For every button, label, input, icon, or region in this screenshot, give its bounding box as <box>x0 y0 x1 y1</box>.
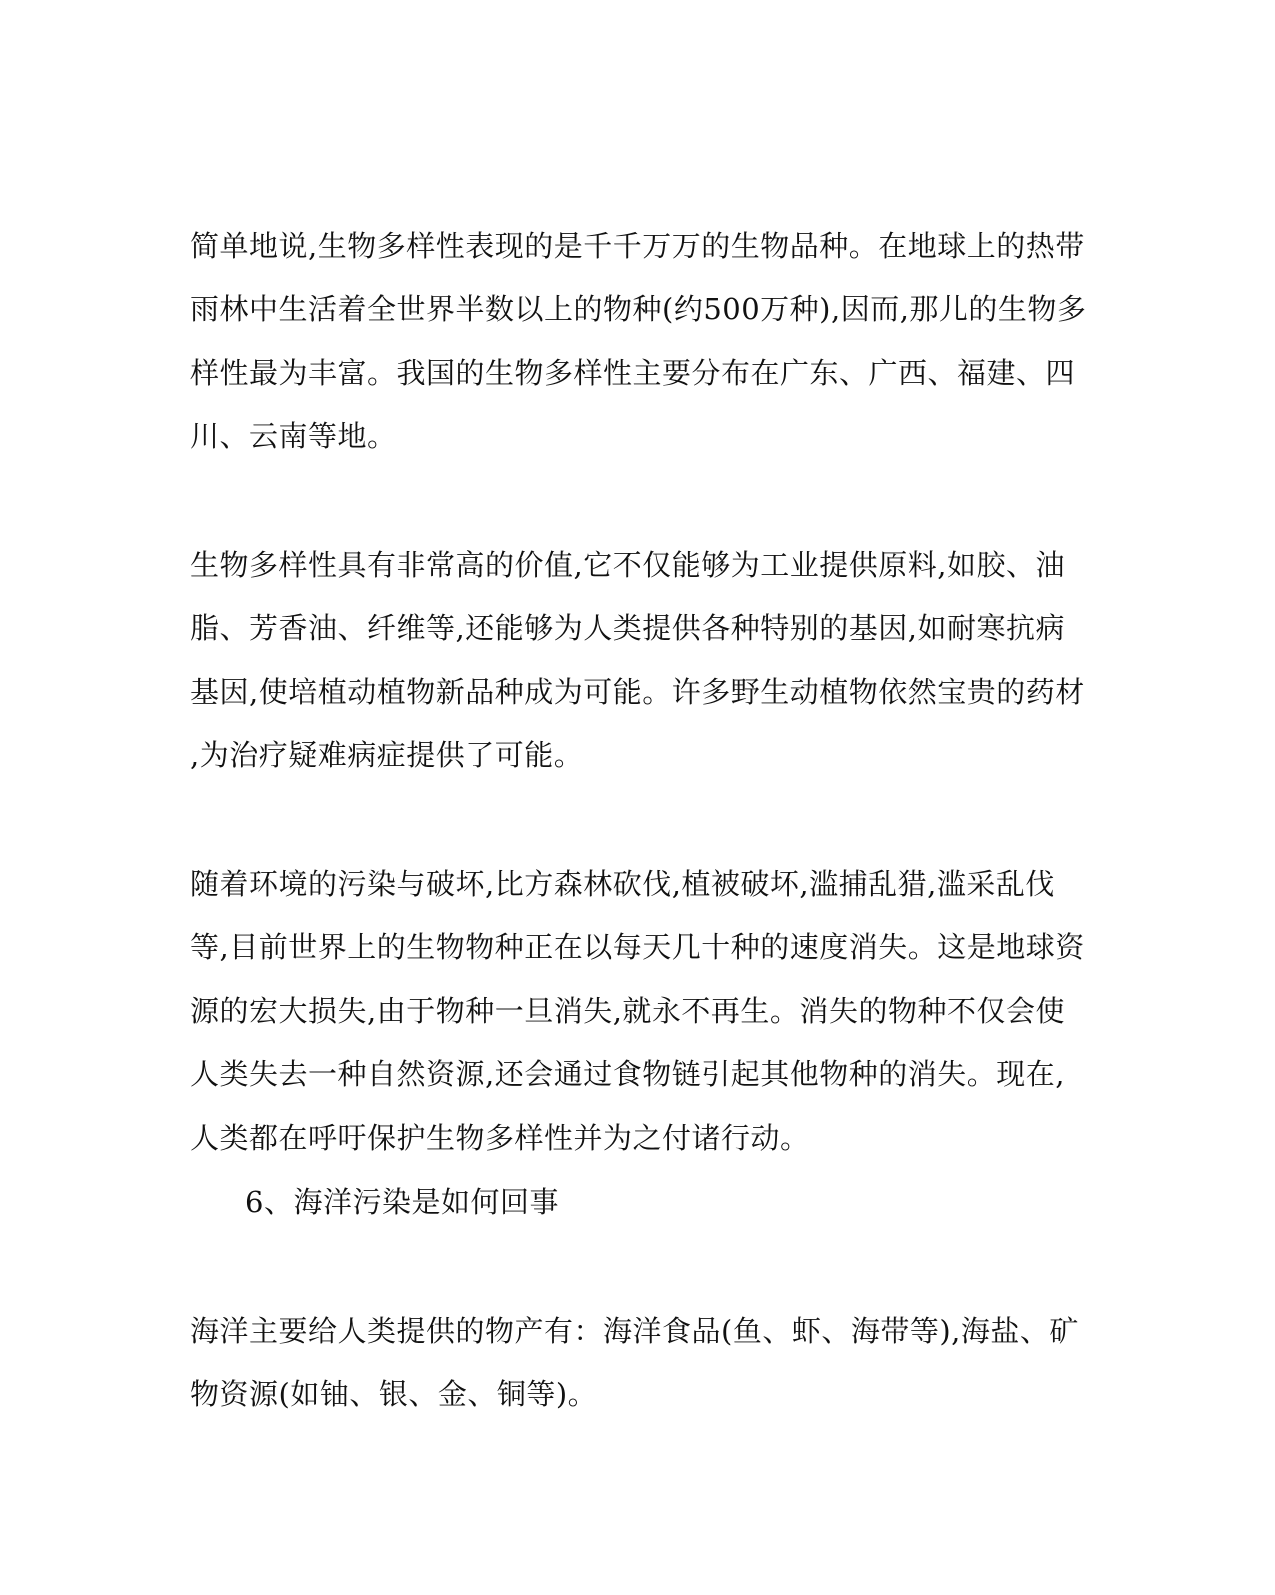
text-line: 人类都在呼吁保护生物多样性并为之付诸行动。 <box>190 1121 810 1155</box>
text-line: 生物多样性具有非常高的价值,它不仅能够为工业提供原料,如胶、油 <box>190 548 1065 582</box>
text-line: 样性最为丰富。我国的生物多样性主要分布在广东、广西、福建、四 <box>190 356 1076 390</box>
text-line: 随着环境的污染与破坏,比方森林砍伐,植被破坏,滥捕乱猎,滥采乱伐 <box>190 867 1055 901</box>
text-line: 等,目前世界上的生物物种正在以每天几十种的速度消失。这是地球资 <box>190 930 1085 964</box>
text-line: 脂、芳香油、纤维等,还能够为人类提供各种特别的基因,如耐寒抗病 <box>190 611 1065 645</box>
text-line: 源的宏大损失,由于物种一旦消失,就永不再生。消失的物种不仅会使 <box>190 994 1065 1028</box>
text-line: 雨林中生活着全世界半数以上的物种(约500万种),因而,那儿的生物多 <box>190 292 1087 326</box>
text-line: 川、云南等地。 <box>190 419 397 453</box>
section-heading: 6、海洋污染是如何回事 <box>245 1185 559 1219</box>
text-line: 海洋主要给人类提供的物产有：海洋食品(鱼、虾、海带等),海盐、矿 <box>190 1314 1079 1348</box>
text-line: 基因,使培植动植物新品种成为可能。许多野生动植物依然宝贵的药材 <box>190 675 1085 709</box>
text-line: 简单地说,生物多样性表现的是千千万万的生物品种。在地球上的热带 <box>190 229 1085 263</box>
text-line: 物资源(如铀、银、金、铜等)。 <box>190 1377 598 1411</box>
text-line: 人类失去一种自然资源,还会通过食物链引起其他物种的消失。现在, <box>190 1057 1065 1091</box>
text-line: ,为治疗疑难病症提供了可能。 <box>190 738 584 772</box>
